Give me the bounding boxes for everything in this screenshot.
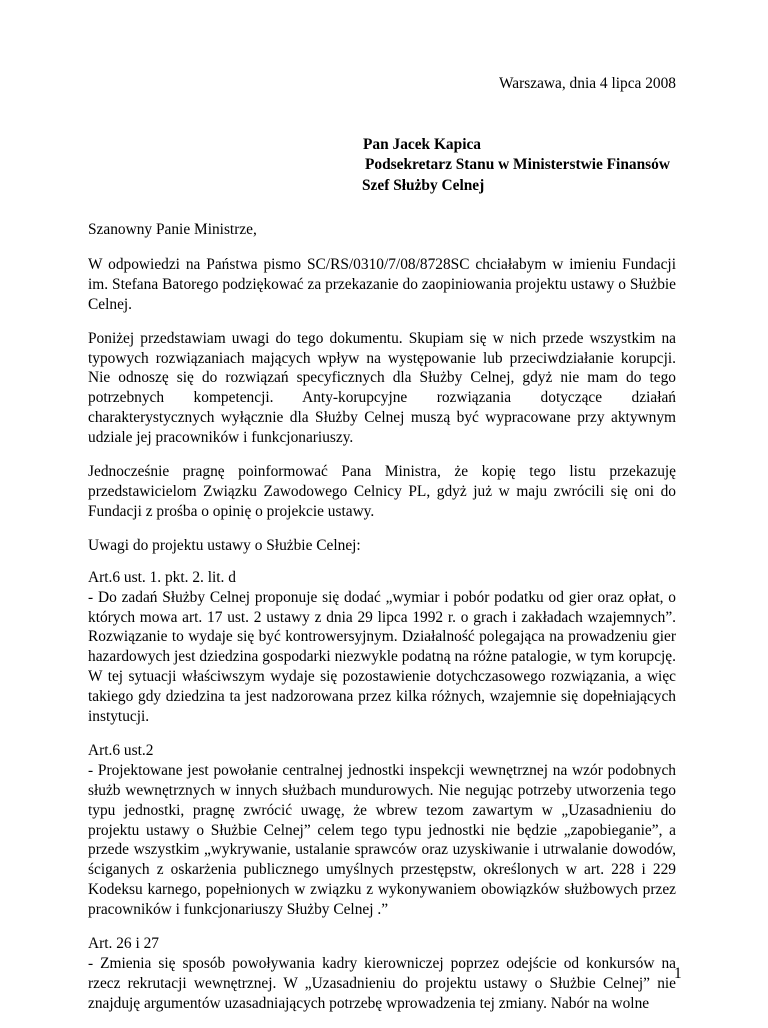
paragraph-thanks: W odpowiedzi na Państwa pismo SC/RS/0310/7/08/8728SC chciałabym w imieniu Fundacji im. Stefana Batorego podziękować za przekazanie do zaopiniowania projektu ustawy o Służbie Celnej.: [88, 255, 676, 313]
salutation: Szanowny Panie Ministrze,: [88, 221, 257, 238]
date-line: Warszawa, dnia 4 lipca 2008: [499, 75, 676, 92]
section-art6-ust1: [88, 568, 676, 727]
paragraph-scope: Poniżej przedstawiam uwagi do tego dokumentu. Skupiam się w nich przede wszystkim na typowych rozwiązaniach mających wpływ na występowanie lub przeciwdziałanie korupcji. Nie odnoszę się do rozwiązań specyficznych dla Służby Celnej, gdyż nie mam do tego potrzebnych kompetencji. Anty-korupcyjne rozwiązania dotyczące działań charakterystycznych wyłącznie dla Służby Celnej muszą być wypracowane przy aktywnym udziale jej pracowników i funkcjonariuszy.: [88, 329, 676, 447]
section-text: - Projektowane jest powołanie centralnej jednostki inspekcji wewnętrznej na wzór podobnych służb wewnętrznych w innych służbach mundurowych. Nie negując potrzeby utworzenia tego typu jednostki, pragnę zwrócić uwagę, że wbrew tezom zawartym w „Uzasadnieniu do projektu ustawy o Służbie Celnej” celem tego typu jednostki nie będzie „zapobieganie”, a przede wszystkim „wykrywanie, ustalanie sprawców oraz uzyskiwanie i utrwalanie dowodów, ściganych z oskarżenia publicznego umyślnych przestępstw, określonych w art. 228 i 229 Kodeksu karnego, popełnionych w związku z wykonywaniem obowiązków służbowych przez pracowników i funkcjonariuszy Służby Celnej .”: [88, 761, 676, 919]
section-ref: Art. 26 i 27: [88, 935, 159, 953]
section-ref: Art.6 ust.2: [88, 741, 154, 759]
paragraph-copy-notice: Jednocześnie pragnę poinformować Pana Ministra, że kopię tego listu przekazuję przedstawicielom Związku Zawodowego Celnicy PL, gdyż już w maju zwrócili się oni do Fundacji z prośba o opinię o projekcie ustawy.: [88, 463, 676, 520]
recipient-name: Pan Jacek Kapica: [363, 136, 481, 153]
section-text: - Zmienia się sposób powoływania kadry kierowniczej poprzez odejście od konkursów na rzecz rekrutacji wewnętrznej. W „Uzasadnieniu do projektu ustawy o Służbie Celnej” nie znajduję argumentów uzasadniających potrzebę wprowadzenia tej zmiany. Nabór na wolne: [88, 955, 676, 1012]
letter-body: [88, 220, 676, 1028]
section-art26-27: [88, 934, 676, 1014]
section-ref: Art.6 ust. 1. pkt. 2. lit. d: [88, 568, 236, 586]
recipient-position: Szef Służby Celnej: [362, 177, 485, 194]
recipient-title: Podsekretarz Stanu w Ministerstwie Finansów: [365, 156, 670, 173]
section-art6-ust2: [88, 741, 676, 920]
remarks-heading: Uwagi do projektu ustawy o Służbie Celnej:: [88, 536, 361, 554]
section-text: - Do zadań Służby Celnej proponuje się dodać „wymiar i pobór podatku od gier oraz opłat, o których mowa art. 17 ust. 2 ustawy z dnia 29 lipca 1992 r. o grach i zakładach wzajemnych”. Rozwiązanie to wydaje się być kontrowersyjnym. Działalność polegająca na prowadzeniu gier hazardowych jest dziedzina gospodarki niezwykle podatną na różne patalogie, w tym korupcję. W tej sytuacji właściwszym wydaje się pozostawienie dotychczasowego rozwiązania, a więc takiego gdy dziedzina ta jest nadzorowana przez kilka różnych, wzajemnie się dopełniających instytucji.: [88, 588, 676, 726]
page-number: 1: [674, 965, 682, 982]
